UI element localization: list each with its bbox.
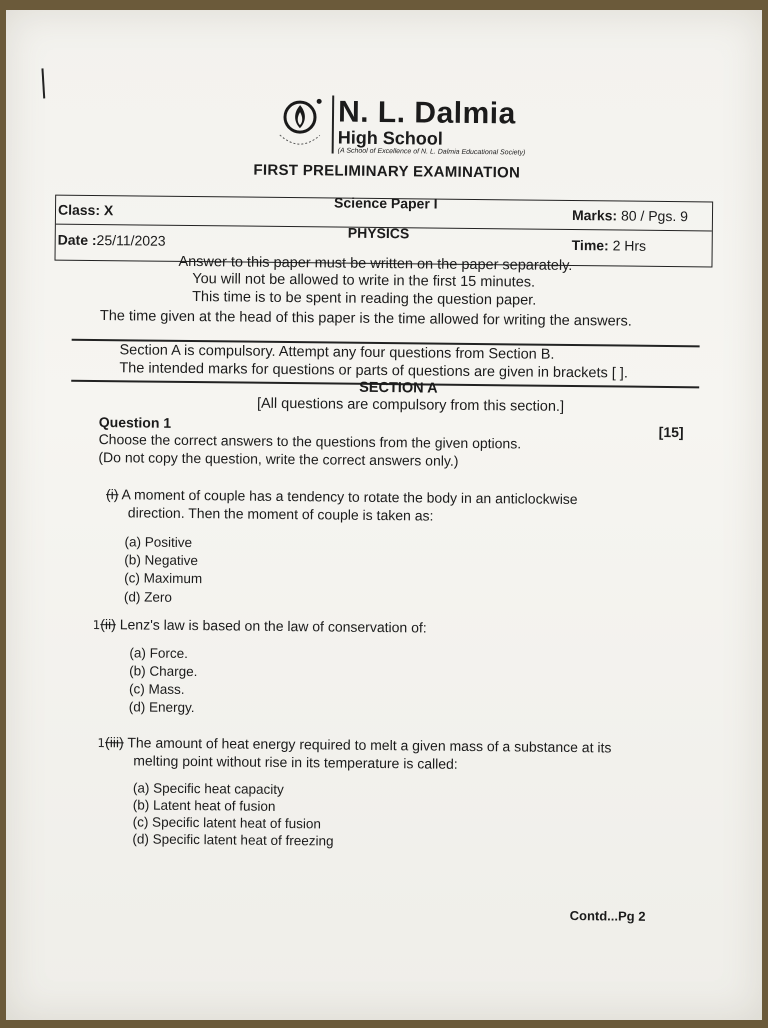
section-note: The intended marks for questions or parts of questions are given in brackets [ ].: [119, 360, 628, 382]
handwritten-mark: 1: [97, 736, 106, 751]
question-title: Question 1: [98, 414, 172, 431]
instruction-line: Answer to this paper must be written on the paper separately.: [178, 253, 573, 275]
option-d: (d) Specific latent heat of freezing: [132, 831, 334, 849]
option-c: (c) Specific latent heat of fusion: [132, 814, 322, 832]
marks-field: [572, 207, 688, 224]
option-c: (c) Maximum: [124, 570, 203, 587]
handwritten-mark: 1: [92, 617, 101, 633]
instruction-line: This time is to be spent in reading the question paper.: [192, 289, 537, 309]
section-note: Section A is compulsory. Attempt any four questions from Section B.: [119, 342, 555, 363]
paper-name: Science Paper I: [334, 194, 438, 212]
option-b: (b) Latent heat of fusion: [132, 797, 276, 814]
option-a: (a) Specific heat capacity: [132, 780, 284, 798]
date-value: 25/11/2023: [96, 232, 166, 249]
question-instruction: (Do not copy the question, write the correct answers only.): [98, 449, 459, 469]
question-text: direction. Then the moment of couple is taken as:: [127, 504, 434, 524]
option-b: (b) Charge.: [129, 663, 198, 680]
school-logo-icon: [276, 95, 329, 158]
section-title: SECTION A: [359, 379, 438, 397]
question-text: The amount of heat energy required to melt a given mass of a substance at its: [127, 734, 612, 756]
subject-name: PHYSICS: [347, 224, 410, 242]
question-text: A moment of couple has a tendency to rotate the body in an anticlockwise: [121, 486, 578, 508]
question-number: (ii): [100, 616, 116, 633]
question-number: (i): [105, 486, 119, 503]
question-ii: [93, 616, 427, 635]
date-label: Date :: [57, 231, 97, 249]
instruction-line: You will not be allowed to write in the first 15 minutes.: [192, 271, 536, 291]
class-label: Class: X: [57, 201, 114, 219]
continued-note: Contd...Pg 2: [569, 908, 646, 924]
section-note-bracket: [All questions are compulsory from this section.]: [256, 395, 565, 415]
option-d: (d) Energy.: [128, 699, 195, 716]
date-field: [58, 232, 166, 249]
marks-value: 80 / Pgs. 9: [620, 207, 689, 225]
question-number: (iii): [105, 734, 124, 751]
time-field: [572, 237, 647, 254]
time-label: Time:: [571, 236, 609, 254]
option-d: (d) Zero: [123, 589, 173, 605]
school-subtitle: High School: [337, 127, 443, 149]
school-name: N. L. Dalmia: [337, 95, 516, 131]
header-divider: [332, 95, 335, 153]
option-b: (b) Negative: [124, 552, 198, 569]
time-value: 2 Hrs: [612, 237, 647, 254]
pen-margin-mark: [41, 68, 45, 98]
option-c: (c) Mass.: [128, 681, 185, 697]
question-marks: [15]: [658, 423, 684, 441]
option-a: (a) Positive: [124, 534, 193, 551]
marks-label: Marks:: [571, 206, 618, 224]
school-tagline: (A School of Excellence of N. L. Dalmia Educational Society): [337, 147, 526, 157]
option-a: (a) Force.: [129, 645, 188, 661]
question-text: Lenz's law is based on the law of conservation of:: [119, 616, 427, 636]
instruction-line: The time given at the head of this paper is the time allowed for writing the answers.: [99, 308, 632, 330]
exam-title: FIRST PRELIMINARY EXAMINATION: [253, 161, 521, 182]
question-instruction: Choose the correct answers to the questions from the given options.: [98, 431, 522, 452]
question-text: melting point without rise in its temperature is called:: [133, 752, 458, 772]
